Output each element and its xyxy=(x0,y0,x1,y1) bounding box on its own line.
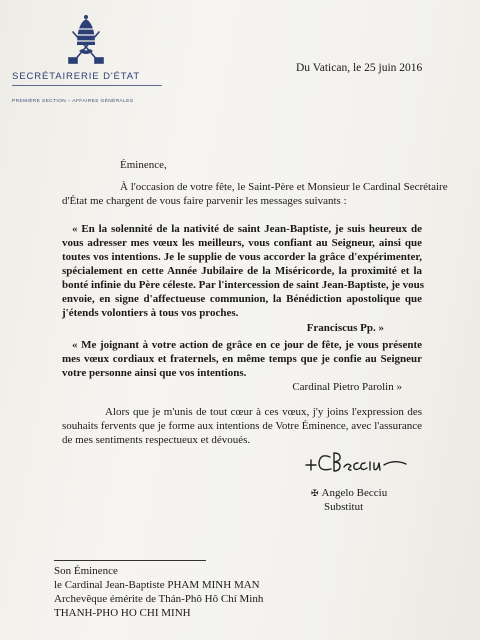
pope-message-line: vous adresser mes vœux les meilleurs, vous confiant au Seigneur, ainsi que xyxy=(62,237,422,249)
letterhead-section: PREMIÈRE SECTION – AFFAIRES GÉNÉRALES xyxy=(12,99,134,104)
pope-message-line: envoie, en signe d'affectueuse communion, la Bénédiction apostolique que xyxy=(62,293,422,305)
intro-line: À l'occasion de votre fête, le Saint-Père et Monsieur le Cardinal Secrétaire xyxy=(120,181,448,193)
pope-message-line: « En la solennité de la nativité de saint Jean-Baptiste, je suis heureux de xyxy=(72,223,422,235)
pope-message-line: toutes vos intentions. Je le supplie de vous accorder la grâce d'expérimenter, xyxy=(62,251,422,263)
closing-line: Alors que je m'unis de tout cœur à ces vœux, j'y joins l'expression des xyxy=(105,406,422,418)
cardinal-signature: Cardinal Pietro Parolin » xyxy=(292,381,402,393)
cardinal-message-line: mes vœux cordiaux et fraternels, en même temps que je confie au Seigneur xyxy=(62,353,422,365)
closing-line: souhaits fervents que je forme aux intentions de Votre Éminence, avec l'assurance xyxy=(62,420,422,432)
papal-crest-icon xyxy=(63,14,109,68)
cardinal-message-line: votre personne ainsi que vos intentions. xyxy=(62,367,247,379)
pope-signature: Franciscus Pp. » xyxy=(306,322,384,334)
recipient-line: Archevêque émérite de Thán-Phô Hô Chí Minh xyxy=(54,593,264,605)
pope-message-line: j'étends volontiers à tous vos proches. xyxy=(62,307,239,319)
recipient-line: THANH-PHO HO CHI MINH xyxy=(54,607,191,619)
date-line: Du Vatican, le 25 juin 2016 xyxy=(296,62,423,74)
signatory-title: Substitut xyxy=(324,501,364,513)
pope-message-line: spécialement en cette Année Jubilaire de la Miséricorde, la proximité et la xyxy=(62,265,422,277)
letterhead-rule xyxy=(12,85,162,86)
letterhead-org-name: SECRÉTAIRERIE D'ÉTAT xyxy=(12,71,141,82)
recipient-rule xyxy=(54,560,206,561)
cross-icon: ✠ xyxy=(311,488,319,498)
recipient-line: le Cardinal Jean-Baptiste PHAM MINH MAN xyxy=(54,579,260,591)
salutation: Éminence, xyxy=(120,159,167,171)
cardinal-message-line: « Me joignant à votre action de grâce en ce jour de fête, je vous présente xyxy=(72,339,422,351)
recipient-line: Son Éminence xyxy=(54,565,118,577)
intro-line: d'État me chargent de vous faire parvenir les messages suivants : xyxy=(62,195,347,207)
handwritten-signature xyxy=(302,445,410,477)
pope-message-line: bonté infinie du Père céleste. Par l'intercession de saint Jean-Baptiste, je vous xyxy=(62,279,425,291)
signatory-name: ✠ Angelo Becciu xyxy=(311,487,388,499)
closing-line: de mes sentiments respectueux et dévoués. xyxy=(62,434,251,446)
